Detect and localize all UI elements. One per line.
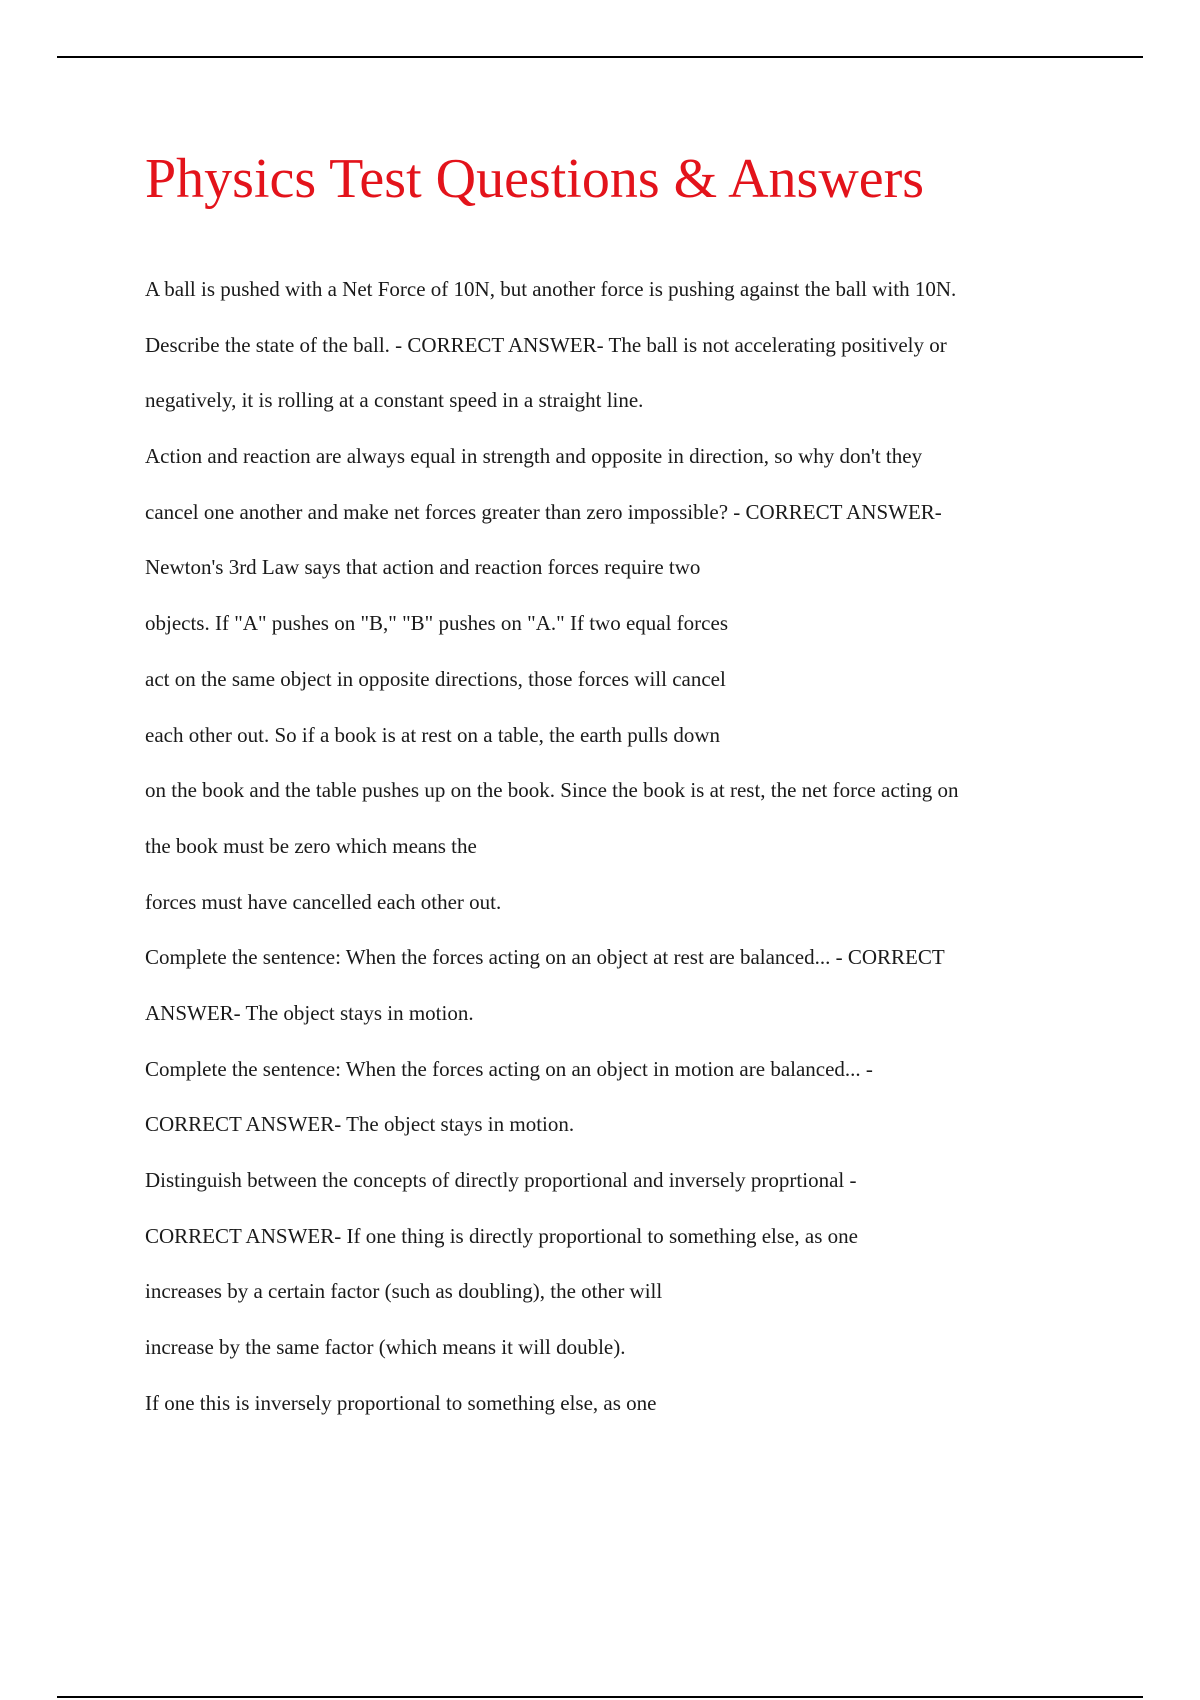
text-line: A ball is pushed with a Net Force of 10N, but another force is pushing against the ball with 10N. [145, 277, 957, 301]
page-title: Physics Test Questions & Answers [145, 148, 925, 210]
text-line: CORRECT ANSWER- The object stays in motion. [145, 1112, 575, 1137]
document-body [145, 262, 1085, 1431]
text-line: Describe the state of the ball. - CORRECT ANSWER- The ball is not accelerating positively or [145, 332, 947, 357]
text-line: the book must be zero which means the [145, 833, 477, 858]
text-line: forces must have cancelled each other out. [145, 889, 502, 914]
text-line: increases by a certain factor (such as doubling), the other will [145, 1279, 663, 1304]
text-line: objects. If "A" pushes on "B," "B" pushes on "A." If two equal forces [145, 611, 728, 636]
text-line: each other out. So if a book is at rest on a table, the earth pulls down [145, 722, 721, 747]
text-line: negatively, it is rolling at a constant speed in a straight line. [145, 388, 644, 413]
text-line: ANSWER- The object stays in motion. [145, 1000, 474, 1025]
text-line: on the book and the table pushes up on the book. Since the book is at rest, the net force acting on [145, 778, 959, 803]
text-line: Action and reaction are always equal in strength and opposite in direction, so why don't they [145, 444, 923, 469]
text-line: Complete the sentence: When the forces acting on an object at rest are balanced... - CORRECT [145, 945, 945, 970]
text-line: CORRECT ANSWER- If one thing is directly proportional to something else, as one [145, 1223, 858, 1248]
footer-rule [57, 1696, 1143, 1698]
text-line: Distinguish between the concepts of directly proportional and inversely proprtional - [145, 1168, 857, 1192]
text-line: act on the same object in opposite directions, those forces will cancel [145, 666, 726, 691]
header-rule [57, 56, 1143, 58]
text-line: cancel one another and make net forces greater than zero impossible? - CORRECT ANSWER- [145, 499, 942, 524]
text-line: Newton's 3rd Law says that action and reaction forces require two [145, 555, 701, 580]
text-line: If one this is inversely proportional to something else, as one [145, 1390, 657, 1415]
text-line: Complete the sentence: When the forces acting on an object in motion are balanced... - [145, 1056, 873, 1081]
text-line: increase by the same factor (which means it will double). [145, 1335, 626, 1360]
